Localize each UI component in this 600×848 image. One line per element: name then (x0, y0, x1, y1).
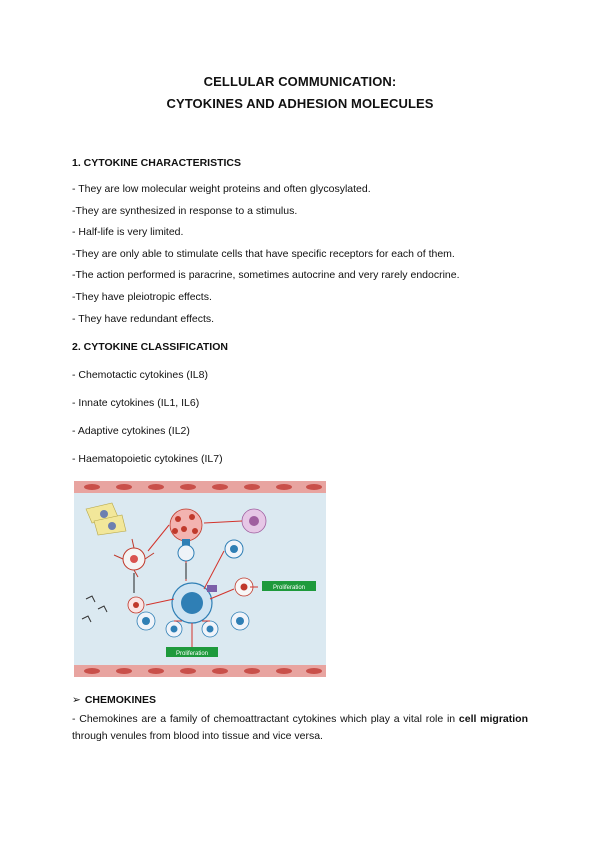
proliferation-label-right: Proliferation (272, 585, 306, 591)
section2-item: - Innate cytokines (IL1, IL6) (72, 397, 200, 409)
section1-heading: 1. CYTOKINE CHARACTERISTICS (72, 157, 241, 169)
section2-item: - Chemotactic cytokines (IL8) (72, 369, 208, 381)
stromal-cells (86, 503, 126, 535)
chemokines-text-after: through venules from blood into tissue and vice versa. (72, 730, 323, 742)
chemokines-heading-text: CHEMOKINES (84, 694, 156, 706)
t-cell-central (172, 583, 217, 623)
section1-item: -The action performed is paracrine, sometimes autocrine and very rarely endocrine. (72, 269, 460, 281)
section1-item: -They have pleiotropic effects. (72, 291, 212, 303)
lymphocyte-left (128, 597, 144, 613)
cytokine-network-figure (74, 481, 326, 677)
section1-item: -They are synthesized in response to a stimulus. (72, 205, 298, 217)
section2-item: - Adaptive cytokines (IL2) (72, 425, 190, 437)
chemokines-paragraph (72, 711, 528, 745)
document-title-line2: CYTOKINES AND ADHESION MOLECULES (166, 96, 434, 111)
document-title-line1: CELLULAR COMMUNICATION: (203, 74, 397, 89)
bacteria-left (82, 596, 107, 622)
mast-cell-cluster (170, 509, 202, 561)
section1-item: -They are only able to stimulate cells that have specific receptors for each of them. (72, 248, 455, 260)
chemokines-heading (72, 694, 156, 706)
section2-item: - Haematopoietic cytokines (IL7) (72, 453, 223, 465)
chevron-bullet-icon: ➢ (72, 694, 81, 706)
section1-item: - They have redundant effects. (72, 313, 215, 325)
section2-heading: 2. CYTOKINE CLASSIFICATION (72, 341, 228, 353)
nk-cell (225, 540, 243, 558)
cytokine-diagram (74, 481, 326, 677)
proliferation-label-bottom: Proliferation (175, 651, 209, 657)
dendritic-cell (114, 539, 154, 577)
section1-item: - They are low molecular weight proteins and often glycosylated. (72, 183, 371, 195)
chemokines-text-bold: cell migration (458, 713, 529, 725)
chemokines-text-before: - Chemokines are a family of chemoattractant cytokines which play a vital role in (72, 713, 459, 725)
section1-item: - Half-life is very limited. (72, 226, 184, 238)
macrophage-cell (242, 509, 266, 533)
